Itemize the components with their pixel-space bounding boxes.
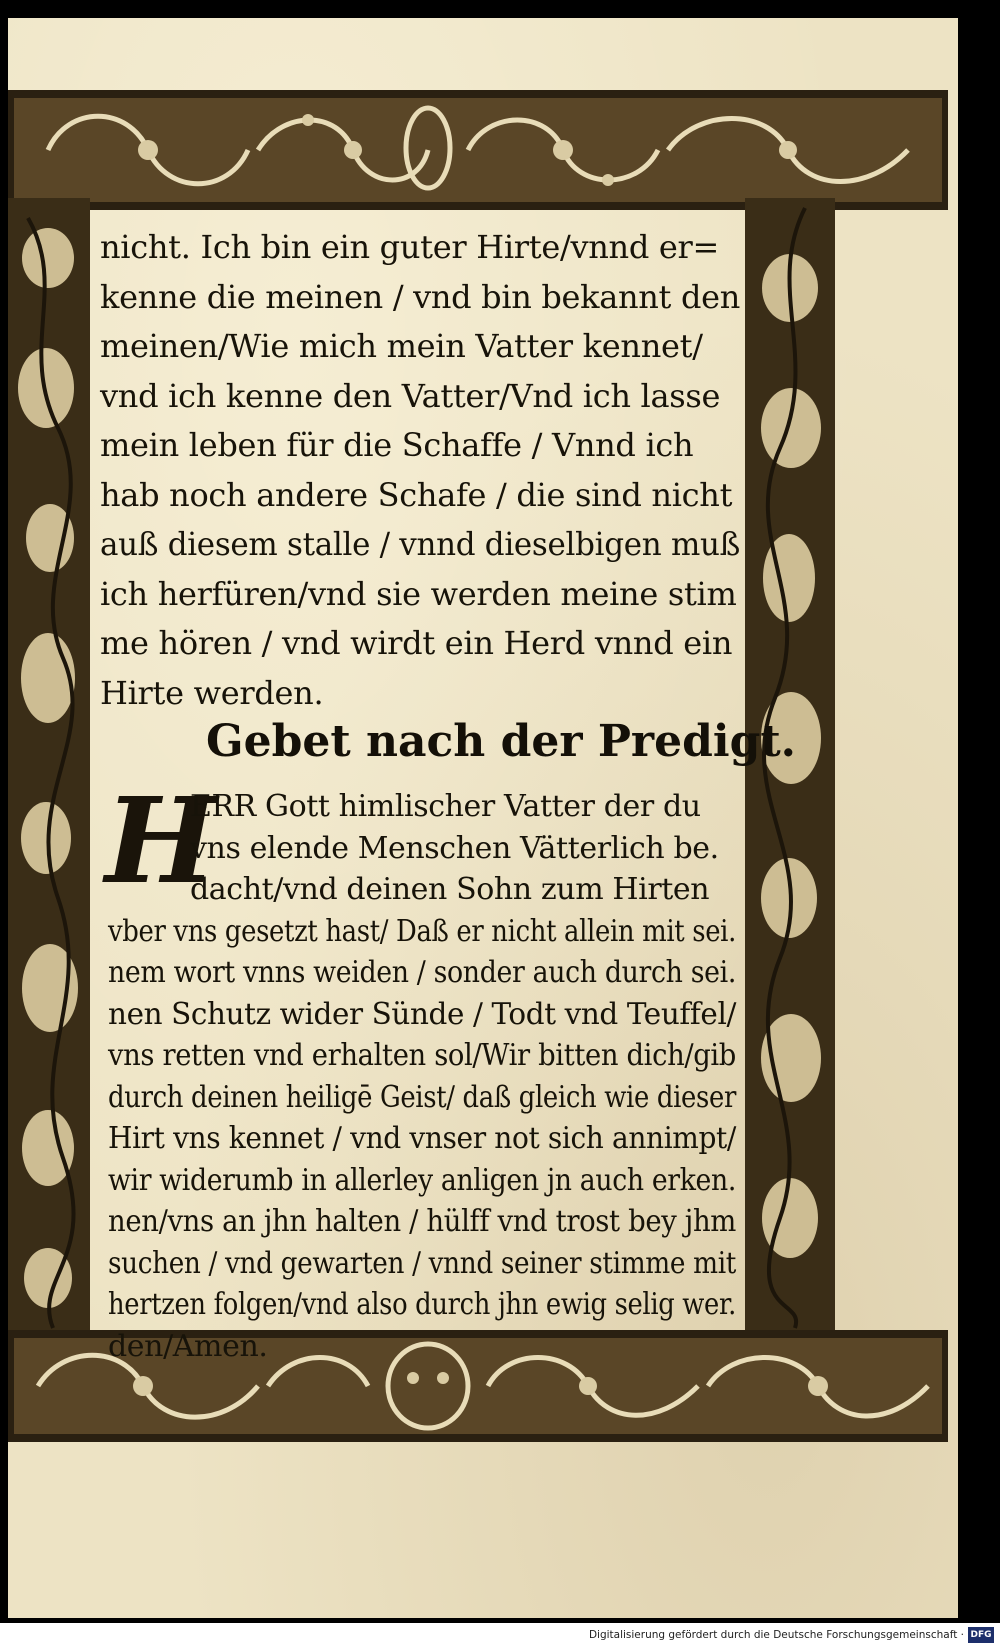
text-line: auß diesem stalle / vnnd dieselbigen muß — [100, 525, 740, 563]
prayer-line: vns retten vnd erhalten sol/Wir bitten dich/gib — [108, 1038, 736, 1073]
drop-cap-initial: H — [105, 771, 217, 910]
prayer-line: Hirt vns kennet / vnd vnser not sich annimpt/ — [108, 1121, 736, 1156]
text-line: me hören / vnd wirdt ein Herd vnnd ein — [100, 624, 733, 662]
top-ornament-border — [8, 90, 948, 210]
prayer-line: nen/vns an jhn halten / hülff vnd trost bey jhm — [108, 1204, 736, 1239]
text-line: mein leben für die Schaffe / Vnnd ich — [100, 426, 694, 464]
prayer-line: suchen / vnd gewarten / vnnd seiner stimme mit — [108, 1245, 736, 1281]
text-line: meinen/Wie mich mein Vatter kennet/ — [100, 327, 703, 365]
prayer-text — [108, 786, 788, 1367]
scripture-text — [100, 223, 783, 718]
prayer-line: ERR Gott himlischer Vatter der du — [190, 789, 701, 824]
footer-credit: Digitalisierung gefördert durch die Deutsche Forschungsgemeinschaft · — [588, 1629, 964, 1641]
prayer-line: nem wort vnns weiden / sonder auch durch sei. — [108, 955, 736, 990]
prayer-line: dacht/vnd deinen Sohn zum Hirten — [190, 872, 710, 907]
prayer-line: vber vns gesetzt hast/ Daß er nicht allein mit sei. — [108, 913, 736, 949]
prayer-heading: Gebet nach der Predigt. — [206, 716, 796, 767]
text-line: kenne die meinen / vnd bin bekannt den — [100, 277, 740, 316]
prayer-line: wir widerumb in allerley anligen jn auch erken. — [108, 1162, 736, 1198]
text-line: Hirte werden. — [100, 673, 324, 712]
prayer-line: nen Schutz wider Sünde / Todt vnd Teuffel/ — [108, 996, 736, 1032]
text-line: hab noch andere Schafe / die sind nicht — [100, 475, 733, 514]
book-page — [8, 18, 958, 1618]
prayer-line: vns elende Menschen Vätterlich be. — [190, 830, 719, 866]
text-line: nicht. Ich bin ein guter Hirte/vnnd er= — [100, 228, 720, 266]
footer-bar — [0, 1623, 1000, 1651]
dfg-logo-icon: DFG — [968, 1627, 994, 1643]
prayer-line: hertzen folgen/vnd also durch jhn ewig selig wer. — [108, 1287, 736, 1322]
text-line: ich herfüren/vnd sie werden meine stim — [100, 574, 737, 613]
left-ornament-border — [8, 198, 90, 1333]
text-line: vnd ich kenne den Vatter/Vnd ich lasse — [100, 376, 721, 415]
prayer-line: den/Amen. — [108, 1328, 268, 1364]
prayer-line: durch deinen heiligē Geist/ daß gleich wie dieser — [108, 1079, 736, 1115]
